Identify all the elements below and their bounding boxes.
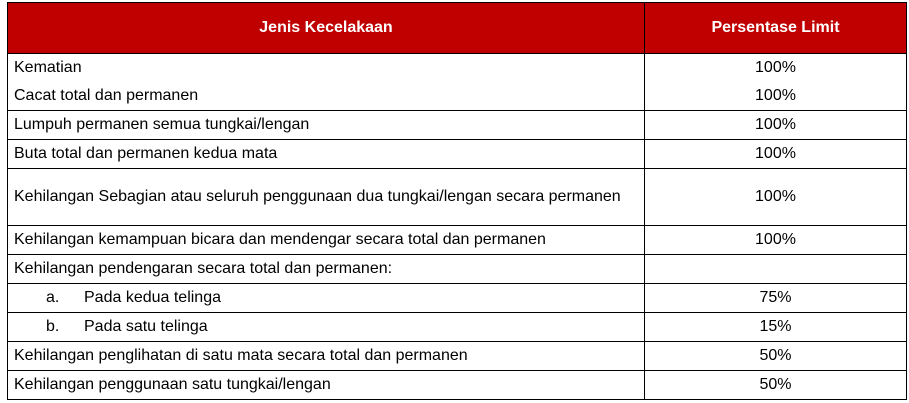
row-value: 15% xyxy=(645,313,907,342)
header-jenis-kecelakaan: Jenis Kecelakaan xyxy=(8,3,645,54)
row-value: 50% xyxy=(645,342,907,371)
row-value: 100% xyxy=(645,226,907,255)
row-value: 100% xyxy=(645,54,907,83)
row-label: Kehilangan pendengaran secara total dan permanen: xyxy=(8,255,645,284)
row-value: 100% xyxy=(645,82,907,111)
row-value: 100% xyxy=(645,111,907,140)
header-persentase-limit: Persentase Limit xyxy=(645,3,907,54)
table-row xyxy=(8,54,907,83)
list-marker: a. xyxy=(46,289,60,306)
table-row xyxy=(8,342,907,371)
row-value: 100% xyxy=(645,169,907,226)
row-value xyxy=(645,255,907,284)
table-row xyxy=(8,82,907,111)
table-header-row xyxy=(8,3,907,54)
row-value: 50% xyxy=(645,371,907,400)
accident-limit-table xyxy=(7,2,907,400)
sub-item-label: Pada satu telinga xyxy=(84,318,208,335)
table-row xyxy=(8,371,907,400)
table-row xyxy=(8,255,907,284)
table-row xyxy=(8,169,907,226)
table-row xyxy=(8,313,907,342)
table-container xyxy=(7,2,906,400)
row-label: Kehilangan kemampuan bicara dan mendengar secara total dan permanen xyxy=(8,226,645,255)
row-label: Kehilangan penggunaan satu tungkai/lengan xyxy=(8,371,645,400)
row-value: 100% xyxy=(645,140,907,169)
row-label: Kehilangan Sebagian atau seluruh penggunaan dua tungkai/lengan secara permanen xyxy=(8,169,645,226)
table-row xyxy=(8,140,907,169)
table-row xyxy=(8,111,907,140)
row-label: Kematian xyxy=(8,54,645,83)
row-label: Cacat total dan permanen xyxy=(8,82,645,111)
row-label: Lumpuh permanen semua tungkai/lengan xyxy=(8,111,645,140)
row-label: Buta total dan permanen kedua mata xyxy=(8,140,645,169)
list-marker: b. xyxy=(46,318,60,335)
row-label xyxy=(8,284,645,313)
table-row xyxy=(8,226,907,255)
table-row xyxy=(8,284,907,313)
sub-item-label: Pada kedua telinga xyxy=(84,289,221,306)
row-label xyxy=(8,313,645,342)
row-label: Kehilangan penglihatan di satu mata secara total dan permanen xyxy=(8,342,645,371)
row-value: 75% xyxy=(645,284,907,313)
